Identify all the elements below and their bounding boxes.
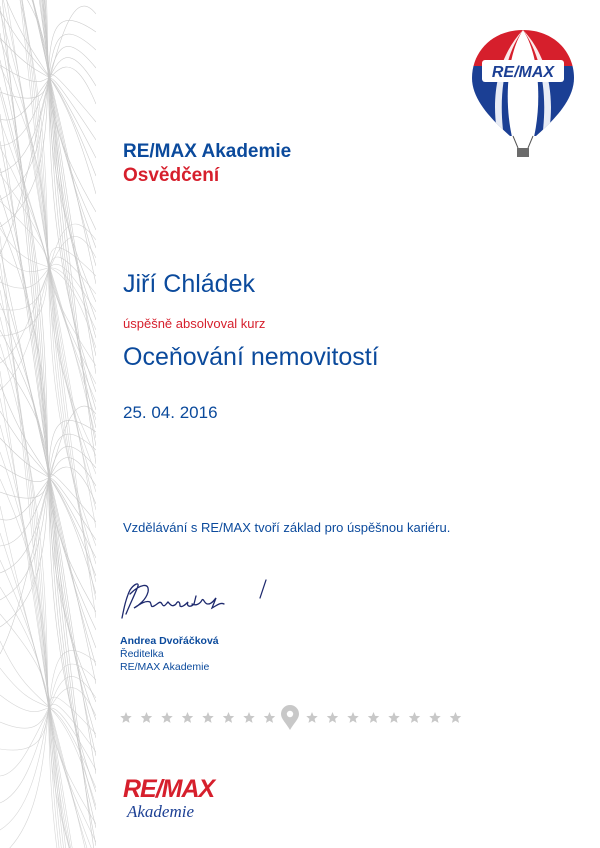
star-icon bbox=[347, 712, 358, 723]
star-icon bbox=[182, 712, 193, 723]
star-icon bbox=[202, 712, 213, 723]
star-icon bbox=[141, 712, 152, 723]
star-icon bbox=[409, 712, 420, 723]
signature bbox=[116, 574, 276, 626]
star-icon bbox=[327, 712, 338, 723]
star-icon bbox=[120, 712, 131, 723]
star-icon bbox=[368, 712, 379, 723]
star-icon bbox=[223, 712, 234, 723]
course-name: Oceňování nemovitostí bbox=[123, 343, 379, 371]
signer-name: Andrea Dvořáčková bbox=[120, 635, 219, 647]
star-icon bbox=[306, 712, 317, 723]
certificate-date: 25. 04. 2016 bbox=[123, 403, 218, 422]
guilloche-line bbox=[0, 344, 96, 848]
star-icon bbox=[388, 712, 399, 723]
star-icon bbox=[243, 712, 254, 723]
signer-organization: RE/MAX Akademie bbox=[120, 661, 210, 673]
guilloche-line bbox=[0, 452, 96, 848]
guilloche-line bbox=[0, 0, 96, 212]
map-pin-icon bbox=[281, 705, 299, 730]
recipient-name: Jiří Chládek bbox=[123, 270, 255, 298]
signer-role: Ředitelka bbox=[120, 648, 164, 660]
guilloche-line bbox=[0, 174, 96, 384]
remax-akademie-logo bbox=[121, 770, 231, 826]
guilloche-line bbox=[0, 11, 96, 176]
stars-divider bbox=[118, 704, 462, 732]
guilloche-line bbox=[0, 6, 96, 846]
completed-text: úspěšně absolvoval kurz bbox=[123, 316, 266, 331]
guilloche-line bbox=[0, 641, 96, 806]
guilloche-pattern bbox=[0, 0, 96, 848]
map-pin-dot bbox=[287, 711, 293, 717]
document-type: Osvědčení bbox=[123, 165, 220, 186]
star-icon bbox=[264, 712, 275, 723]
guilloche-line bbox=[0, 222, 96, 702]
guilloche-line bbox=[0, 371, 96, 848]
balloon-logo-text: RE/MAX bbox=[491, 64, 555, 81]
guilloche-line bbox=[0, 479, 96, 848]
academy-title: RE/MAX Akademie bbox=[123, 141, 292, 162]
balloon-logo bbox=[468, 26, 578, 160]
star-icon bbox=[429, 712, 440, 723]
star-icon bbox=[450, 712, 461, 723]
logo-subtitle-text: Akademie bbox=[127, 802, 195, 821]
guilloche-line bbox=[0, 0, 96, 248]
star-icon bbox=[161, 712, 172, 723]
logo-brand-text: RE/MAX bbox=[123, 775, 215, 803]
motto-text: Vzdělávání s RE/MAX tvoří základ pro úspěšnou kariéru. bbox=[123, 520, 451, 535]
